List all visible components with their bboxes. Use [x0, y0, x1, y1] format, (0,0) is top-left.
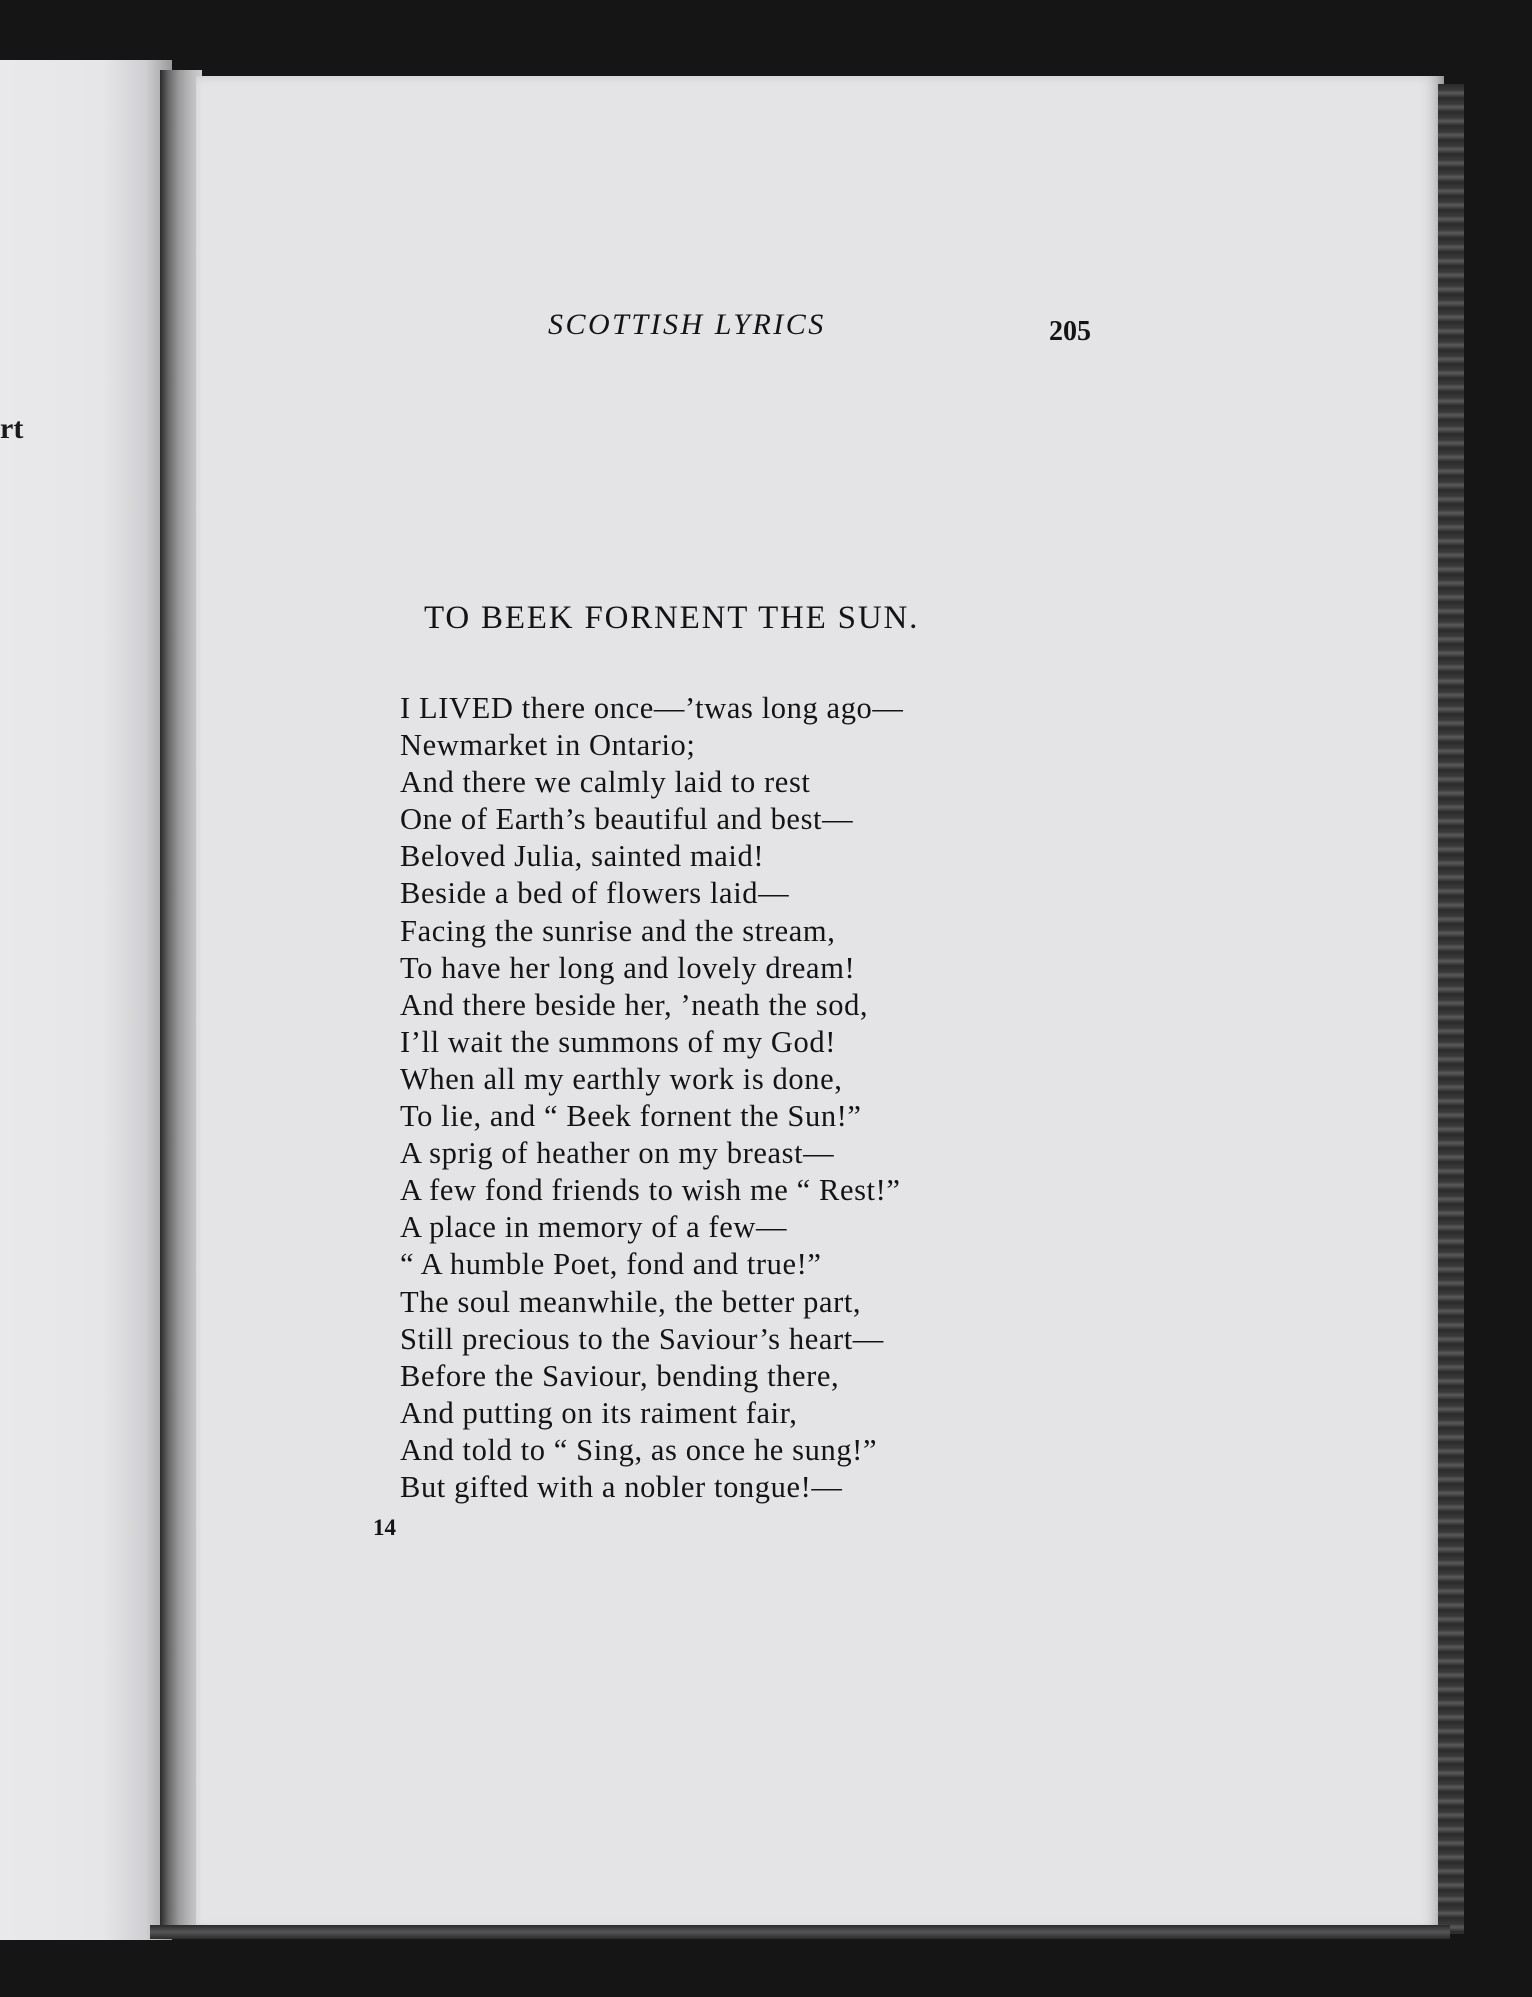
poem-line: When all my earthly work is done,	[400, 1061, 843, 1096]
poem-line	[400, 690, 904, 727]
page-edge-bottom	[150, 1925, 1450, 1939]
poem-line: And putting on its raiment fair,	[400, 1395, 798, 1430]
poem-line: Beloved Julia, sainted maid!	[400, 839, 765, 874]
page-number: 205	[1049, 316, 1091, 347]
poem-line: I’ll wait the summons of my God!	[400, 1024, 836, 1059]
facing-page-text-fragment: rt	[0, 412, 24, 445]
page-edge-right	[1438, 84, 1464, 1934]
poem-line: “ A humble Poet, fond and true!”	[400, 1247, 822, 1282]
poem-body	[400, 690, 904, 1506]
poem-line: And there we calmly laid to rest	[400, 765, 811, 800]
poem-line: Beside a bed of flowers laid—	[400, 876, 790, 911]
poem-first-word-small-caps: LIVED	[419, 691, 514, 725]
poem-line: Still precious to the Saviour’s heart—	[400, 1321, 884, 1356]
poem-line: Newmarket in Ontario;	[400, 728, 696, 763]
poem-line: Facing the sunrise and the stream,	[400, 913, 836, 948]
poem-line: A sprig of heather on my breast—	[400, 1136, 835, 1171]
poem-line: And there beside her, ’neath the sod,	[400, 987, 869, 1022]
poem-line: But gifted with a nobler tongue!—	[400, 1469, 843, 1504]
poem-line: The soul meanwhile, the better part,	[400, 1284, 862, 1319]
poem-line: To have her long and lovely dream!	[400, 950, 856, 985]
poem-line: One of Earth’s beautiful and best—	[400, 802, 854, 837]
poem-line: To lie, and “ Beek fornent the Sun!”	[400, 1099, 862, 1134]
poem-line: Before the Saviour, bending there,	[400, 1358, 840, 1393]
poem-line: And told to “ Sing, as once he sung!”	[400, 1432, 878, 1467]
signature-mark: 14	[373, 1515, 396, 1540]
poem-line: A few fond friends to wish me “ Rest!”	[400, 1173, 901, 1208]
poem-title: TO BEEK FORNENT THE SUN.	[424, 600, 920, 636]
poem-line: A place in memory of a few—	[400, 1210, 788, 1245]
poem-first-line-rest: there once—’twas long ago—	[521, 691, 904, 725]
running-header-title: SCOTTISH LYRICS	[548, 308, 826, 341]
poem-first-word: I	[400, 691, 411, 725]
facing-page	[0, 60, 172, 1940]
